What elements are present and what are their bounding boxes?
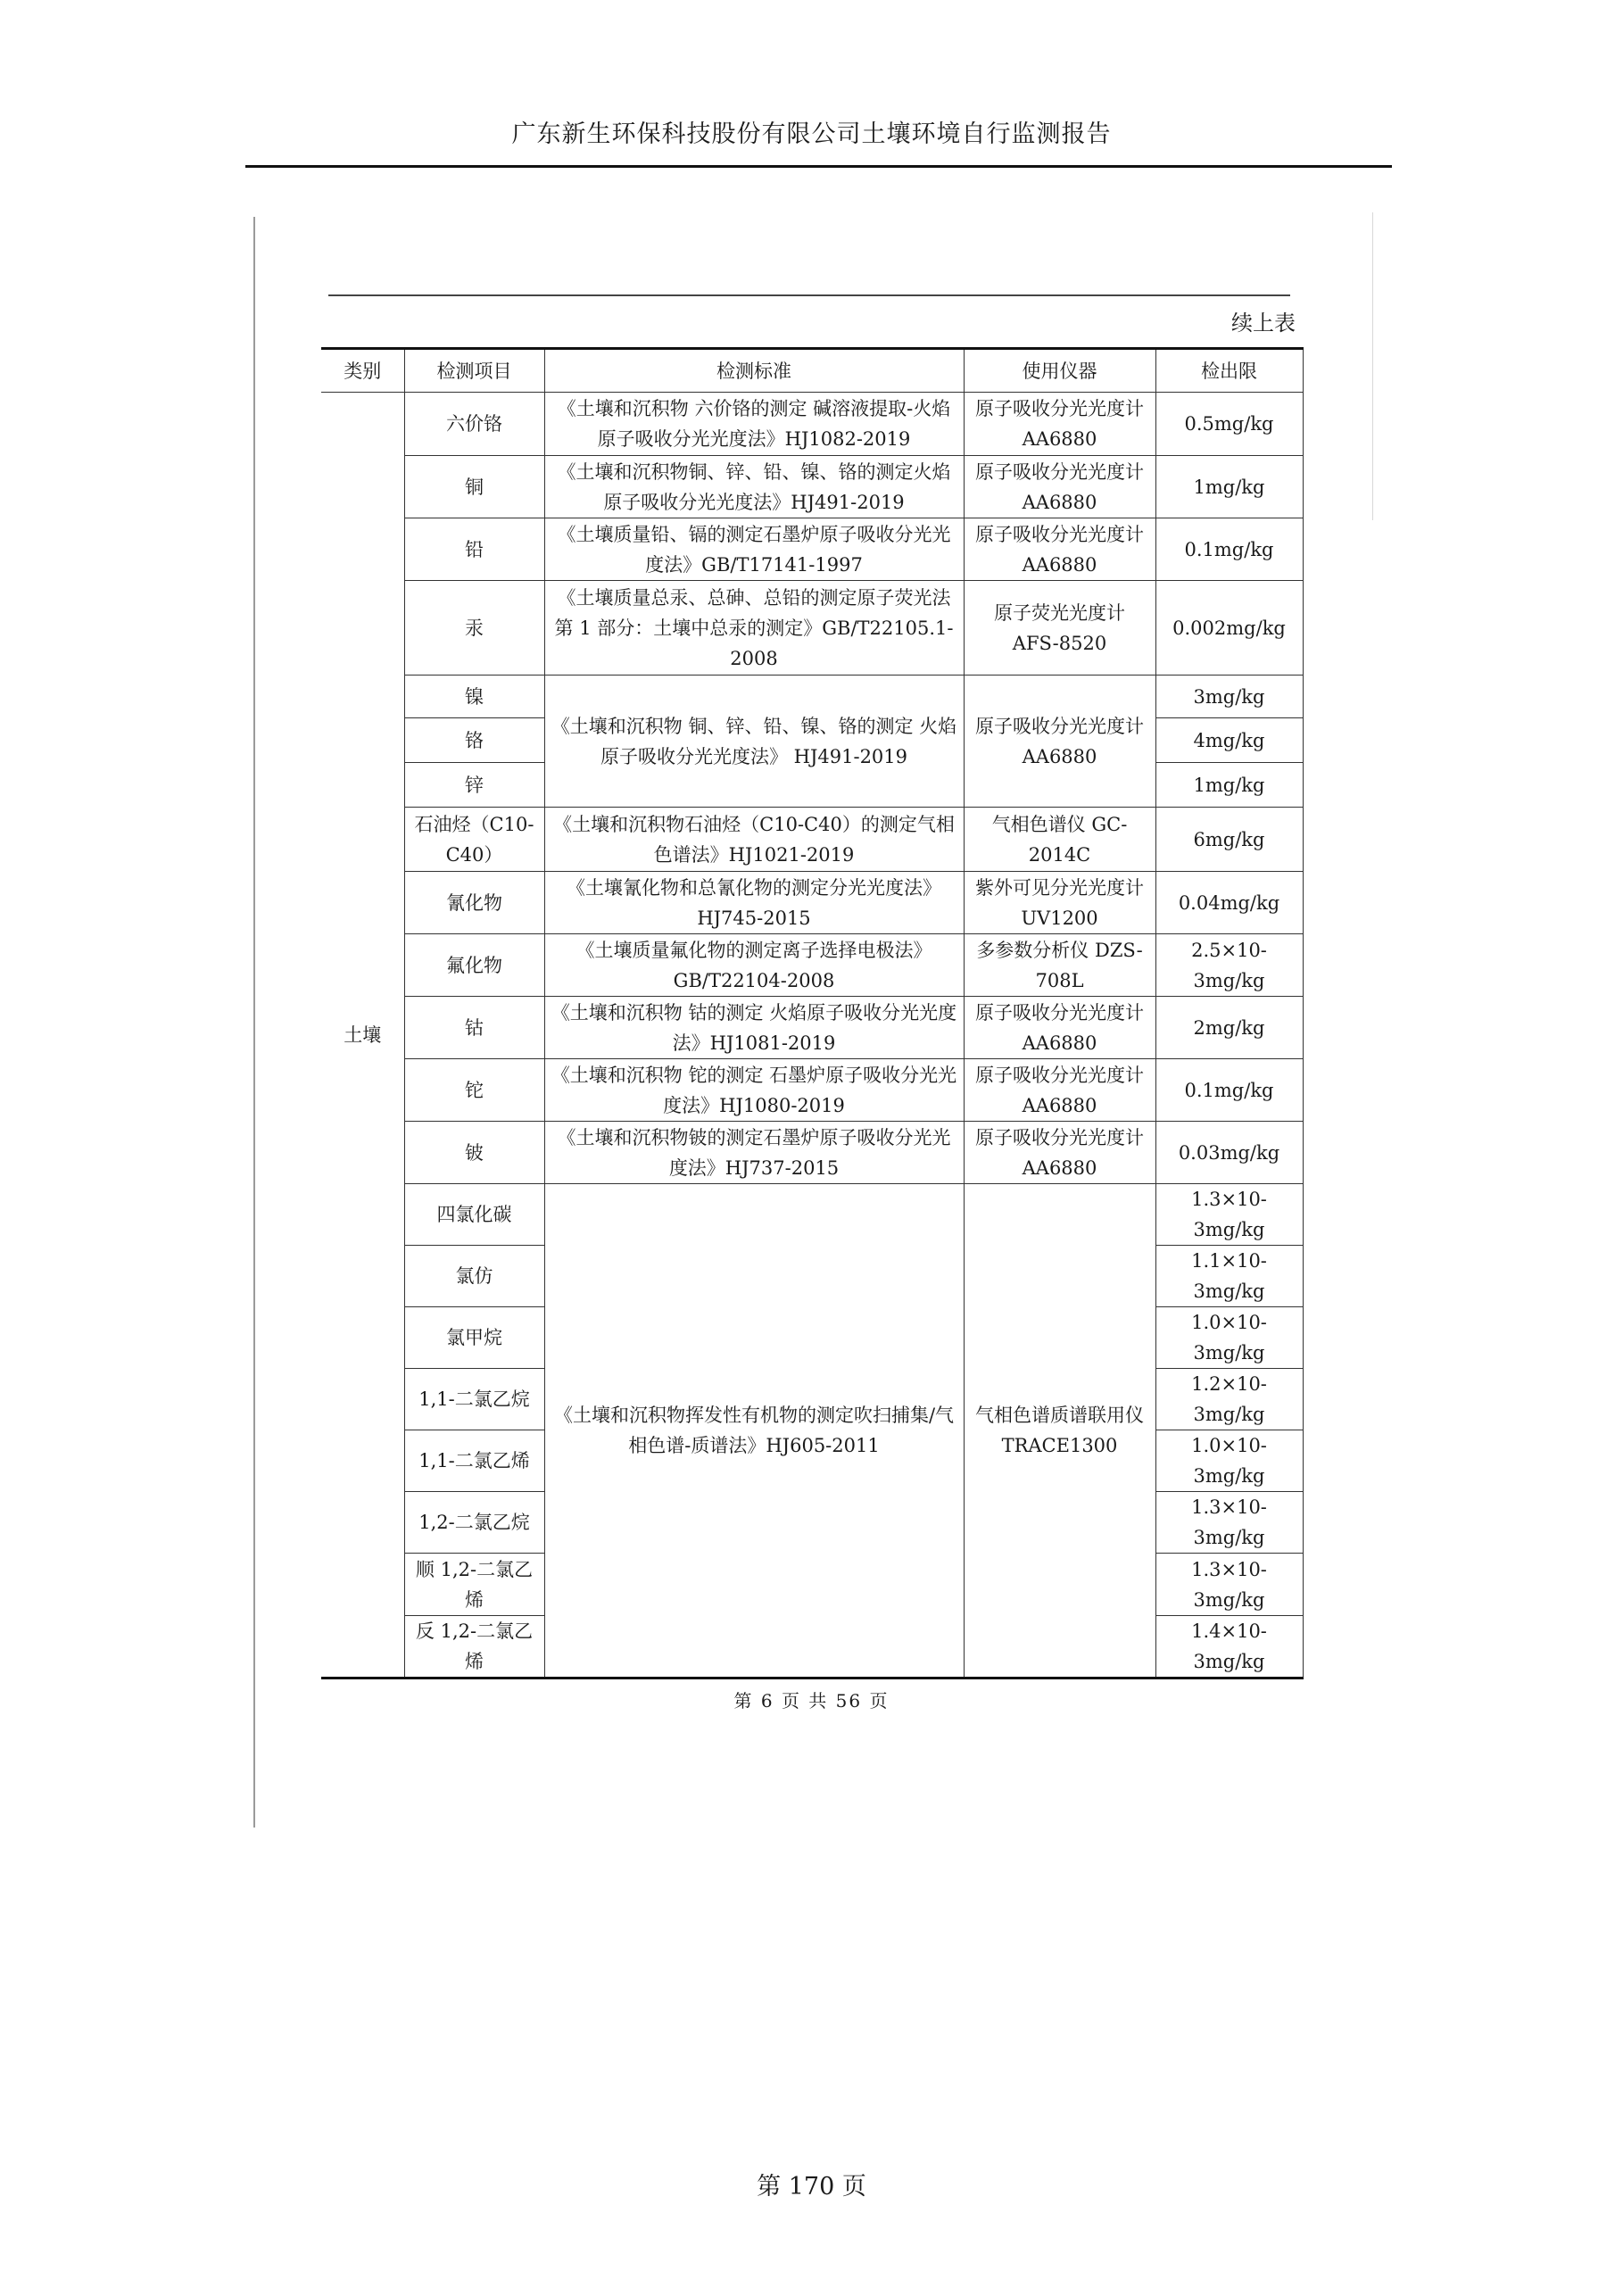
instrument-cell: 紫外可见分光光度计 UV1200 — [964, 872, 1155, 934]
item-cell: 氟化物 — [404, 934, 544, 997]
page-number: 第 170 页 — [757, 2173, 866, 2201]
limit-cell: 0.04mg/kg — [1155, 872, 1303, 934]
column-header-item: 检测项目 — [404, 349, 544, 393]
table-header-row — [321, 349, 1303, 393]
item-cell: 铬 — [404, 718, 544, 763]
vocs-standard-cell: 《土壤和沉积物挥发性有机物的测定吹扫捕集/气相色谱-质谱法》HJ605-2011 — [544, 1184, 964, 1678]
table-row — [321, 808, 1303, 872]
metals-standard-cell: 《土壤和沉积物 铜、锌、铅、镍、铬的测定 火焰原子吸收分光光度法》 HJ491-2019 — [544, 676, 964, 808]
standard-cell: 《土壤质量铅、镉的测定石墨炉原子吸收分光光度法》GB/T17141-1997 — [544, 518, 964, 581]
instrument-cell: 多参数分析仪 DZS-708L — [964, 934, 1155, 997]
limit-cell: 0.1mg/kg — [1155, 518, 1303, 581]
limit-cell: 1.3×10-3mg/kg — [1155, 1184, 1303, 1246]
instrument-cell: 原子吸收分光光度计 AA6880 — [964, 997, 1155, 1059]
item-cell: 六价铬 — [404, 393, 544, 456]
limit-cell: 1.3×10-3mg/kg — [1155, 1492, 1303, 1554]
limit-cell: 1.3×10-3mg/kg — [1155, 1554, 1303, 1616]
instrument-cell: 原子吸收分光光度计 AA6880 — [964, 518, 1155, 581]
limit-cell: 0.03mg/kg — [1155, 1122, 1303, 1184]
standard-cell: 《土壤和沉积物铜、锌、铅、镍、铬的测定火焰原子吸收分光光度法》HJ491-2019 — [544, 456, 964, 518]
table-row — [321, 676, 1303, 718]
item-cell: 汞 — [404, 581, 544, 676]
item-cell: 镍 — [404, 676, 544, 718]
detection-standards-table — [321, 347, 1304, 1679]
instrument-cell: 原子吸收分光光度计 AA6880 — [964, 1122, 1155, 1184]
column-header-standard: 检测标准 — [544, 349, 964, 393]
item-cell: 钴 — [404, 997, 544, 1059]
table-row — [321, 518, 1303, 581]
limit-cell: 0.1mg/kg — [1155, 1059, 1303, 1122]
item-cell: 1,2-二氯乙烷 — [404, 1492, 544, 1554]
instrument-cell: 原子吸收分光光度计 AA6880 — [964, 1059, 1155, 1122]
item-cell: 铊 — [404, 1059, 544, 1122]
item-cell: 铅 — [404, 518, 544, 581]
limit-cell: 1.0×10-3mg/kg — [1155, 1307, 1303, 1369]
table-row — [321, 934, 1303, 997]
scan-edge-left — [253, 217, 255, 1828]
instrument-cell: 原子荧光光度计 AFS-8520 — [964, 581, 1155, 676]
table-row — [321, 581, 1303, 676]
standard-cell: 《土壤质量总汞、总砷、总铅的测定原子荧光法第 1 部分：土壤中总汞的测定》GB/T22105.1-2008 — [544, 581, 964, 676]
table-row — [321, 1122, 1303, 1184]
metals-instrument-cell: 原子吸收分光光度计 AA6880 — [964, 676, 1155, 808]
item-cell: 1,1-二氯乙烷 — [404, 1369, 544, 1430]
item-cell: 锌 — [404, 763, 544, 808]
item-cell: 四氯化碳 — [404, 1184, 544, 1246]
scan-edge-right — [1372, 212, 1373, 520]
limit-cell: 1mg/kg — [1155, 456, 1303, 518]
item-cell: 反 1,2-二氯乙烯 — [404, 1616, 544, 1678]
item-cell: 1,1-二氯乙烯 — [404, 1430, 544, 1492]
standard-cell: 《土壤和沉积物 六价铬的测定 碱溶液提取-火焰原子吸收分光光度法》HJ1082-2019 — [544, 393, 964, 456]
limit-cell: 3mg/kg — [1155, 676, 1303, 718]
instrument-cell: 原子吸收分光光度计 AA6880 — [964, 456, 1155, 518]
header-rule — [245, 165, 1392, 168]
instrument-cell: 原子吸收分光光度计 AA6880 — [964, 393, 1155, 456]
standard-cell: 《土壤氰化物和总氰化物的测定分光光度法》HJ745-2015 — [544, 872, 964, 934]
table-row — [321, 997, 1303, 1059]
table-row — [321, 1184, 1303, 1246]
vocs-instrument-cell: 气相色谱质谱联用仪 TRACE1300 — [964, 1184, 1155, 1678]
item-cell: 氯甲烷 — [404, 1307, 544, 1369]
table-row — [321, 456, 1303, 518]
item-cell: 铜 — [404, 456, 544, 518]
standard-cell: 《土壤和沉积物石油烃（C10-C40）的测定气相色谱法》HJ1021-2019 — [544, 808, 964, 872]
standard-cell: 《土壤和沉积物 铊的测定 石墨炉原子吸收分光光度法》HJ1080-2019 — [544, 1059, 964, 1122]
table-row — [321, 393, 1303, 456]
column-header-limit: 检出限 — [1155, 349, 1303, 393]
column-header-category: 类别 — [321, 349, 404, 393]
limit-cell: 1mg/kg — [1155, 763, 1303, 808]
continued-label: 续上表 — [1231, 311, 1296, 336]
limit-cell: 1.0×10-3mg/kg — [1155, 1430, 1303, 1492]
standard-cell: 《土壤和沉积物 钴的测定 火焰原子吸收分光光度法》HJ1081-2019 — [544, 997, 964, 1059]
inner-page-number: 第 6 页 共 56 页 — [733, 1690, 890, 1712]
standard-cell: 《土壤和沉积物铍的测定石墨炉原子吸收分光光度法》HJ737-2015 — [544, 1122, 964, 1184]
item-cell: 铍 — [404, 1122, 544, 1184]
limit-cell: 1.1×10-3mg/kg — [1155, 1246, 1303, 1307]
category-cell: 土壤 — [321, 393, 404, 1678]
report-title: 广东新生环保科技股份有限公司土壤环境自行监测报告 — [511, 120, 1112, 148]
limit-cell: 2mg/kg — [1155, 997, 1303, 1059]
standard-cell: 《土壤质量氟化物的测定离子选择电极法》GB/T22104-2008 — [544, 934, 964, 997]
limit-cell: 4mg/kg — [1155, 718, 1303, 763]
table-row — [321, 1059, 1303, 1122]
item-cell: 氰化物 — [404, 872, 544, 934]
limit-cell: 0.5mg/kg — [1155, 393, 1303, 456]
limit-cell: 1.4×10-3mg/kg — [1155, 1616, 1303, 1678]
item-cell: 氯仿 — [404, 1246, 544, 1307]
limit-cell: 6mg/kg — [1155, 808, 1303, 872]
table-row — [321, 872, 1303, 934]
limit-cell: 1.2×10-3mg/kg — [1155, 1369, 1303, 1430]
item-cell: 顺 1,2-二氯乙烯 — [404, 1554, 544, 1616]
instrument-cell: 气相色谱仪 GC-2014C — [964, 808, 1155, 872]
item-cell: 石油烃（C10-C40） — [404, 808, 544, 872]
limit-cell: 2.5×10-3mg/kg — [1155, 934, 1303, 997]
limit-cell: 0.002mg/kg — [1155, 581, 1303, 676]
table-top-rule — [328, 294, 1290, 296]
column-header-instrument: 使用仪器 — [964, 349, 1155, 393]
